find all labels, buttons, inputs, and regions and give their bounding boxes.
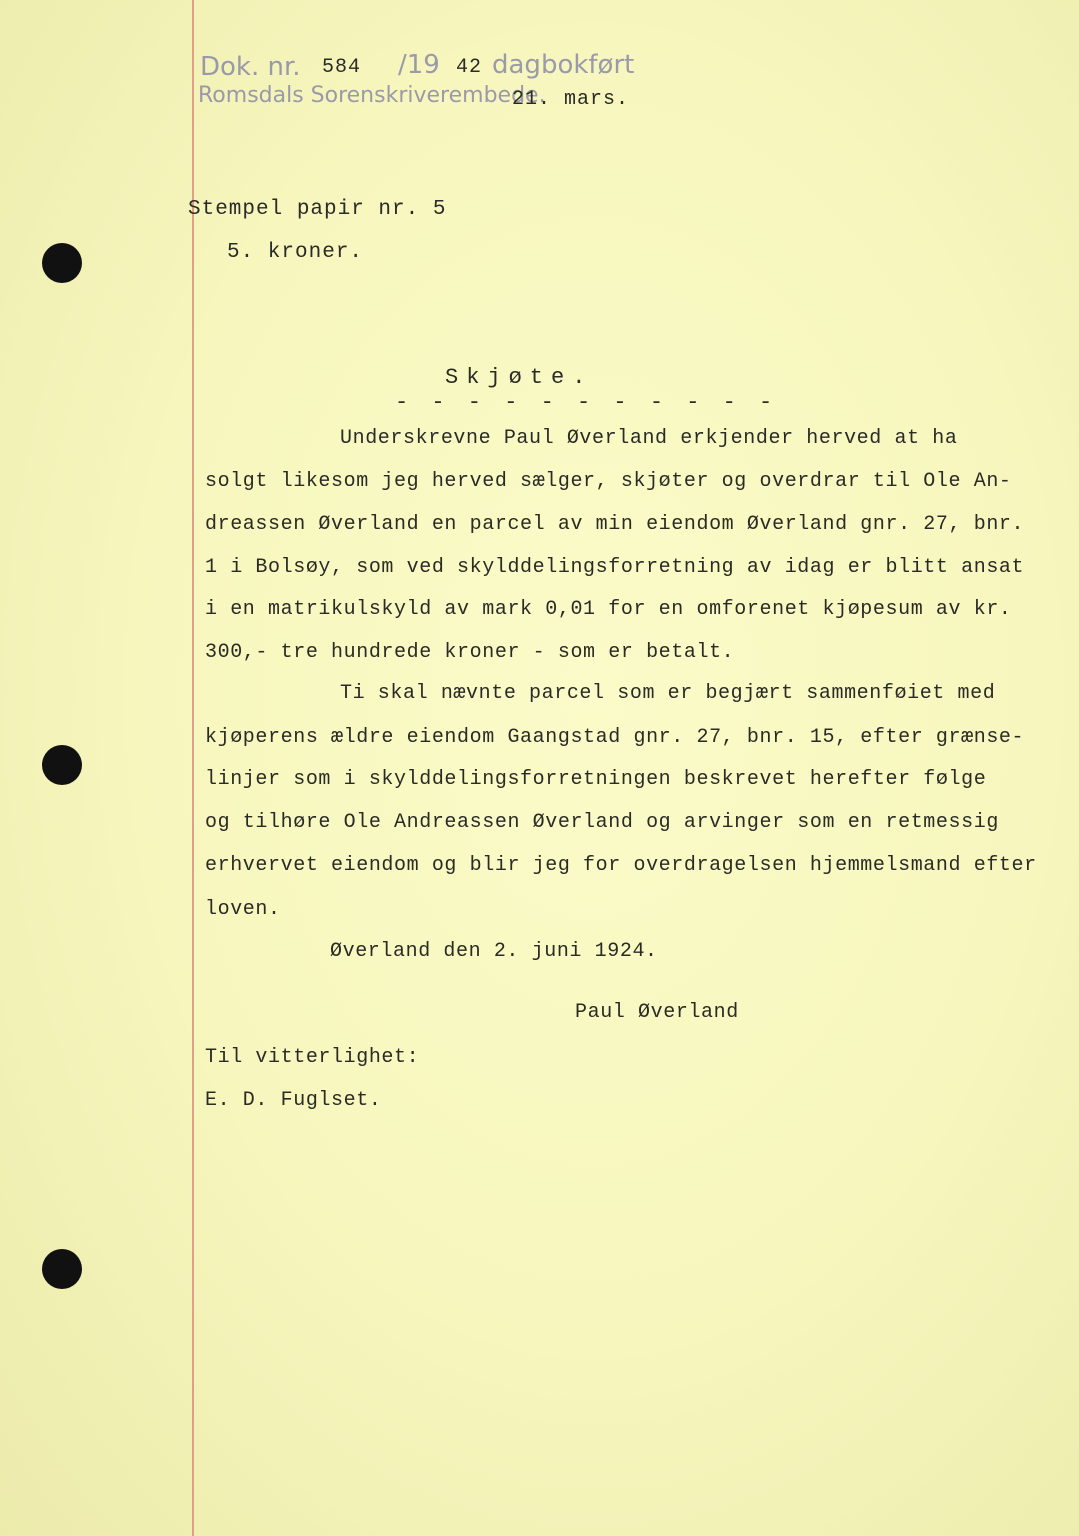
body-line: Ti skal nævnte parcel som er begjært sammenføiet med [340,682,996,705]
office-stamp: Romsdals Sorenskriverembede. [198,83,546,108]
body-line: kjøperens ældre eiendom Gaangstad gnr. 27, bnr. 15, efter grænse- [205,726,1025,749]
stempel-papir: Stempel papir nr. 5 [188,198,447,221]
year-prefix: /19 [398,50,440,80]
document-title: Skjøte. [445,365,594,390]
signature: Paul Øverland [575,1001,739,1024]
registration-stamp-line1 [200,52,301,82]
body-line: linjer som i skylddelingsforretningen beskrevet herefter følge [205,768,987,791]
margin-line [192,0,194,1536]
stamp-date: 21. mars. [512,88,630,111]
body-line: solgt likesom jeg herved sælger, skjøter og overdrar til Ole An- [205,470,1012,493]
body-line: 300,- tre hundrede kroner - som er betalt. [205,641,735,664]
place-date: Øverland den 2. juni 1924. [330,940,658,963]
body-line: loven. [205,898,281,921]
body-line: Underskrevne Paul Øverland erkjender herved at ha [340,427,958,450]
witness-name: E. D. Fuglset. [205,1089,382,1112]
dok-number: 584 [322,56,362,79]
year-suffix: 42 [456,56,483,79]
dagbokfort-stamp: dagbokført [492,50,635,80]
stamp-value: 5. kroner. [227,241,364,264]
body-line: i en matrikulskyld av mark 0,01 for en omforenet kjøpesum av kr. [205,598,1012,621]
dok-label: Dok. nr. [200,52,301,82]
witness-label: Til vitterlighet: [205,1046,420,1069]
body-line: 1 i Bolsøy, som ved skylddelingsforretning av idag er blitt ansat [205,556,1025,579]
body-line: og tilhøre Ole Andreassen Øverland og arvinger som en retmessig [205,811,999,834]
title-underline: - - - - - - - - - - - [395,390,778,415]
body-line: dreassen Øverland en parcel av min eiendom Øverland gnr. 27, bnr. [205,513,1025,536]
punch-hole [42,243,82,283]
punch-hole [42,745,82,785]
punch-hole [42,1249,82,1289]
body-line: erhvervet eiendom og blir jeg for overdragelsen hjemmelsmand efter [205,854,1037,877]
